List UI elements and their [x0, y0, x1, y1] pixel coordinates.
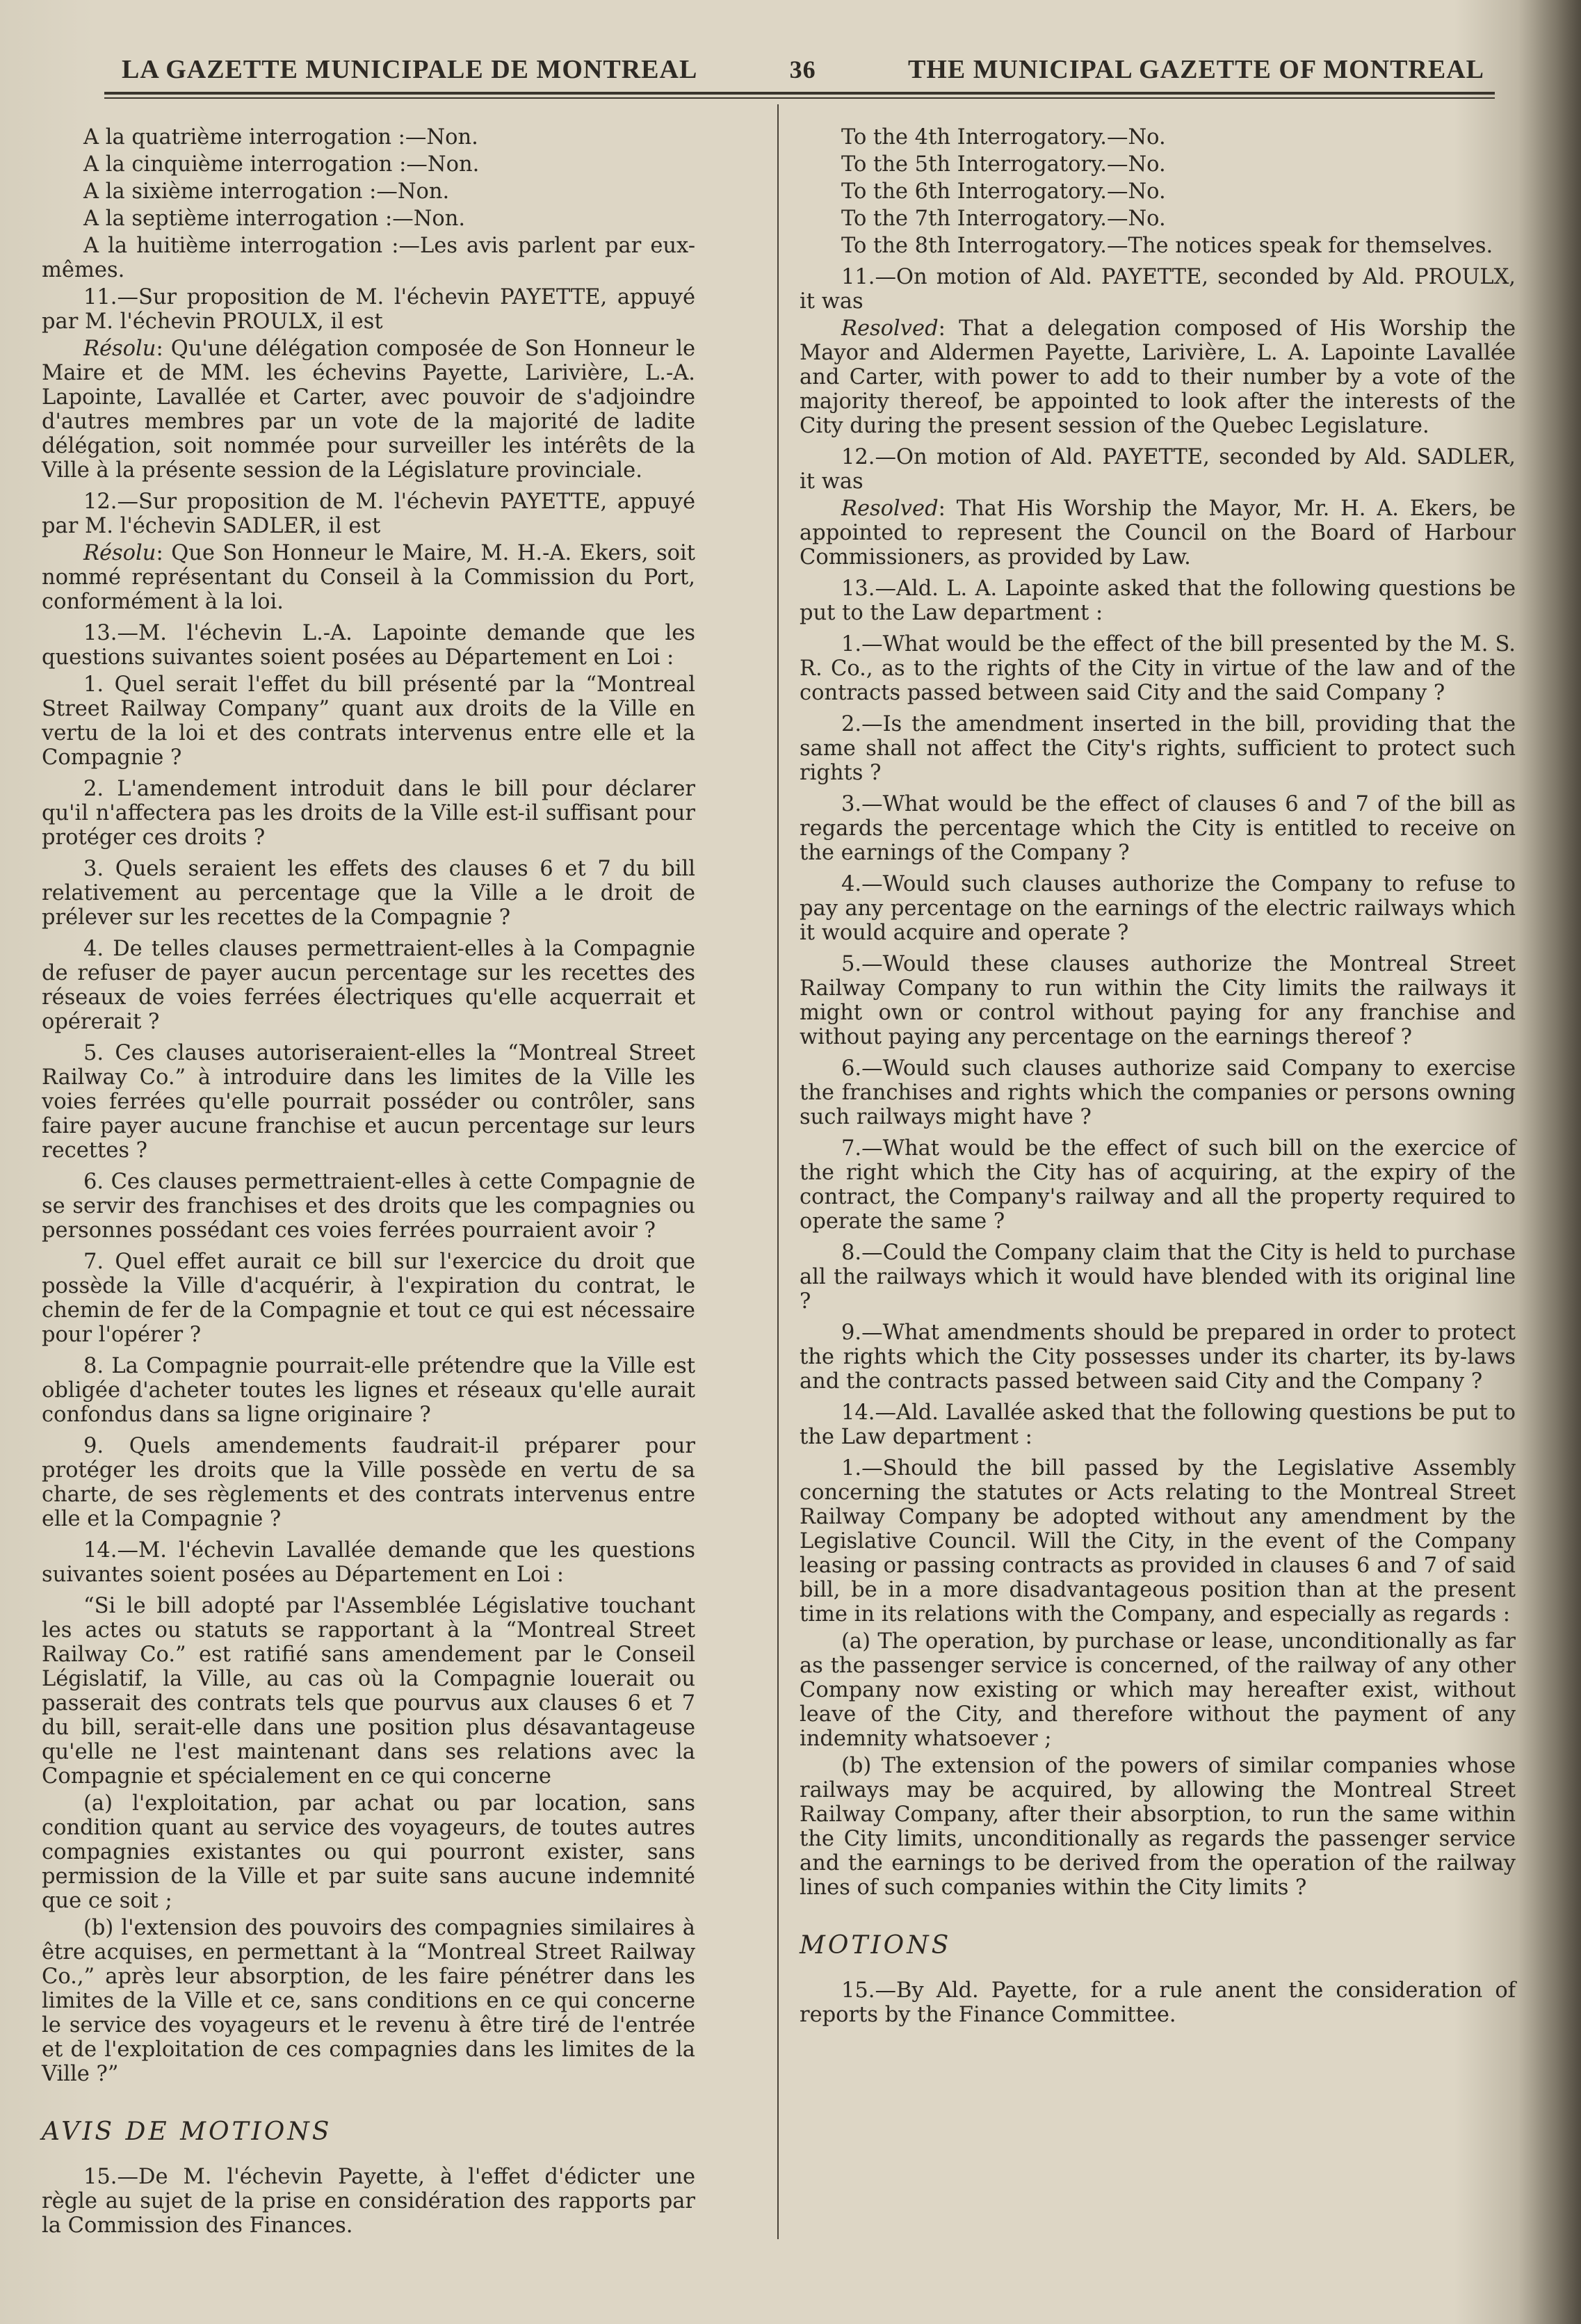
en-item-11-resolution — [800, 316, 1516, 438]
fr-item-13-q3: 3. Quels seraient les effets des clauses 6 et 7 du bill relativement au percentage que la Ville a le droit de prélever sur les recettes de la Compagnie ? — [42, 857, 695, 930]
resolved-label: Résolu — [83, 541, 156, 565]
en-item-14-b: (b) The extension of the powers of similar companies whose railways may be acquired, by allowing the Montreal Street Railway Company, after their absorption, to run the same within the City limits, unconditionally as regards the passenger service and the earnings to be derived from the operation of the railway lines of such companies within the City limits ? — [800, 1754, 1516, 1900]
fr-answer-8: A la huitième interrogation :—Les avis parlent par eux-mêmes. — [42, 234, 695, 282]
en-item-12-intro: 12.—On motion of Ald. PAYETTE, seconded by Ald. SADLER, it was — [800, 445, 1516, 494]
en-item-14-a: (a) The operation, by purchase or lease, unconditionally as far as the passenger service is concerned, of the railway of any other Company now existing or which may hereafter exist, without leave of the City, and therefore without the payment of any indemnity whatsoever ; — [800, 1629, 1516, 1751]
fr-item-13-q1: 1. Quel serait l'effet du bill présenté par la “Montreal Street Railway Company” quant aux droits de la Ville en vertu de la loi et des contrats intervenus entre elle et la Compagnie ? — [42, 672, 695, 770]
resolved-label: Résolu — [83, 337, 156, 361]
en-item-15: 15.—By Ald. Payette, for a rule anent the consideration of reports by the Finance Committee. — [800, 1978, 1516, 2027]
en-item-14-question: 1.—Should the bill passed by the Legislative Assembly concerning the statutes or Acts relating to the Montreal Street Railway Company be adopted without any amendment by the Legislative Council. Will the City, in the event of the Company leasing or passing contracts as provided in clauses 6 and 7 of said bill, be in a more disadvantageous position than at the present time in its relations with the Company, and especially as regards : — [800, 1456, 1516, 1627]
fr-item-15: 15.—De M. l'échevin Payette, à l'effet d'édicter une règle au sujet de la prise en considération des rapports par la Commission des Finances. — [42, 2165, 695, 2238]
resolution-text: : That a delegation composed of His Worship the Mayor and Aldermen Payette, Larivière, L. A. Lapointe Lavallée and Carter, with power to add to their number by a vote of the majority thereof, be appointed to look after the interests of the City during the present session of the Quebec Legislature. — [800, 316, 1516, 438]
masthead-rule — [104, 92, 1495, 95]
masthead — [122, 49, 1484, 90]
en-answer-5: To the 5th Interrogatory.—No. — [841, 152, 1166, 177]
fr-answer-6: A la sixième interrogation :—Non. — [83, 179, 450, 204]
fr-item-12-resolution — [42, 541, 695, 614]
fr-item-13-q5: 5. Ces clauses autoriseraient-elles la “Montreal Street Railway Co.” à introduire dans les limites de la Ville les voies ferrées qu'elle pourrait posséder ou contrôler, sans faire payer aucune franchise et aucun percentage sur leurs recettes ? — [42, 1041, 695, 1163]
fr-item-13-q2: 2. L'amendement introduit dans le bill pour déclarer qu'il n'affectera pas les droits de la Ville est-il suffisant pour protéger ces droits ? — [42, 777, 695, 850]
en-item-13-q6: 6.—Would such clauses authorize said Company to exercise the franchises and rights which the companies or persons owning such railways might have ? — [800, 1056, 1516, 1129]
page-number: 36 — [789, 56, 816, 83]
en-answer-7: To the 7th Interrogatory.—No. — [841, 207, 1166, 231]
fr-item-14-a: (a) l'exploitation, par achat ou par location, sans condition quant au service des voyageurs, de toutes autres compagnies existantes ou qui pourront exister, sans permission de la Ville et par suite sans aucune indemnité que ce soit ; — [42, 1791, 695, 1913]
english-column — [800, 125, 1516, 2030]
fr-motions-heading: AVIS DE MOTIONS — [42, 2117, 332, 2146]
fr-item-13-q4: 4. De telles clauses permettraient-elles à la Compagnie de refuser de payer aucun percentage sur les recettes des réseaux de voies ferrées électriques qu'elle acquerrait et opérerait ? — [42, 937, 695, 1034]
en-item-13-q7: 7.—What would be the effect of such bill on the exercice of the right which the City has of acquiring, at the expiry of the contract, the Company's railway and all the property required to operate the same ? — [800, 1136, 1516, 1234]
fr-item-14-question: “Si le bill adopté par l'Assemblée Législative touchant les actes ou statuts se rapportant à la “Montreal Street Railway Co.” est ratifié sans amendement par le Conseil Législatif, la Ville, au cas où la Compagnie louerait ou passerait des contrats tels que pourvus aux clauses 6 et 7 du bill, serait-elle dans une position plus désavantageuse qu'elle ne l'est maintenant dans ses relations avec la Compagnie et spécialement en ce qui concerne — [42, 1594, 695, 1789]
fr-item-13-q8: 8. La Compagnie pourrait-elle prétendre que la Ville est obligée d'acheter toutes les lignes et réseaux qu'elle aurait confondus dans sa ligne originaire ? — [42, 1354, 695, 1427]
fr-item-12-intro: 12.—Sur proposition de M. l'échevin PAYETTE, appuyé par M. l'échevin SADLER, il est — [42, 490, 695, 538]
fr-item-13-q6: 6. Ces clauses permettraient-elles à cette Compagnie de se servir des franchises et des droits que les compagnies ou personnes possédant ces voies ferrées pourraient avoir ? — [42, 1170, 695, 1243]
en-item-13-q2: 2.—Is the amendment inserted in the bill, providing that the same shall not affect the City's rights, sufficient to protect such rights ? — [800, 712, 1516, 785]
english-masthead-title: THE MUNICIPAL GAZETTE OF MONTREAL — [908, 55, 1484, 84]
en-answer-4: To the 4th Interrogatory.—No. — [841, 125, 1166, 150]
en-item-12-resolution — [800, 497, 1516, 570]
fr-item-13-q9: 9. Quels amendements faudrait-il préparer pour protéger les droits que la Ville possède en vertu de sa charte, de ses règlements et des contrats intervenus entre elle et la Compagnie ? — [42, 1434, 695, 1531]
binding-shadow — [1518, 0, 1581, 2324]
column-divider — [777, 104, 779, 2239]
en-item-13-q5: 5.—Would these clauses authorize the Montreal Street Railway Company to run within the City limits the railways it might own or control without paying for any franchise and without paying any percentage on the earnings thereof ? — [800, 952, 1516, 1049]
resolved-label: Resolved — [841, 497, 939, 521]
fr-answer-7: A la septième interrogation :—Non. — [83, 207, 466, 231]
en-answer-8: To the 8th Interrogatory.—The notices speak for themselves. — [841, 234, 1493, 258]
fr-item-13-q7: 7. Quel effet aurait ce bill sur l'exercice du droit que possède la Ville d'acquérir, à l'expiration du contrat, le chemin de fer de la Compagnie et tout ce qui est nécessaire pour l'opérer ? — [42, 1250, 695, 1347]
fr-item-13-intro: 13.—M. l'échevin L.-A. Lapointe demande que les questions suivantes soient posées au Département en Loi : — [42, 621, 695, 670]
fr-item-11-intro: 11.—Sur proposition de M. l'échevin PAYETTE, appuyé par M. l'échevin PROULX, il est — [42, 285, 695, 334]
resolution-text: : That His Worship the Mayor, Mr. H. A. Ekers, be appointed to represent the Council on the Board of Harbour Commissioners, as provided by Law. — [800, 497, 1516, 570]
en-item-14-intro: 14.—Ald. Lavallée asked that the following questions be put to the Law department : — [800, 1401, 1516, 1449]
en-item-13-q8: 8.—Could the Company claim that the City is held to purchase all the railways which it would have blended with its original line ? — [800, 1241, 1516, 1314]
en-item-13-q3: 3.—What would be the effect of clauses 6 and 7 of the bill as regards the percentage which the City is entitled to receive on the earnings of the Company ? — [800, 792, 1516, 865]
en-item-13-intro: 13.—Ald. L. A. Lapointe asked that the following questions be put to the Law department : — [800, 576, 1516, 625]
fr-item-11-resolution — [42, 337, 695, 483]
en-item-13-q1: 1.—What would be the effect of the bill presented by the M. S. R. Co., as to the rights of the City in virtue of the law and of the contracts passed between said City and the said Company ? — [800, 632, 1516, 705]
en-answer-6: To the 6th Interrogatory.—No. — [841, 179, 1166, 204]
french-column — [42, 125, 695, 2241]
resolution-text: : Qu'une délégation composée de Son Honneur le Maire et de MM. les échevins Payette, Larivière, L.-A. Lapointe, Lavallée et Carter, avec pouvoir de s'adjoindre d'autres membres par un vote de la majorité de ladite délégation, soit nommée pour surveiller les intérêts de la Ville à la présente session de la Législature provinciale. — [42, 337, 695, 483]
en-item-11-intro: 11.—On motion of Ald. PAYETTE, seconded by Ald. PROULX, it was — [800, 265, 1516, 314]
en-item-13-q9: 9.—What amendments should be prepared in order to protect the rights which the City possesses under its charter, its by-laws and the contracts passed between said City and the Company ? — [800, 1321, 1516, 1394]
masthead-rule-thin — [104, 97, 1495, 99]
resolution-text: : Que Son Honneur le Maire, M. H.-A. Ekers, soit nommé représentant du Conseil à la Commission du Port, conformément à la loi. — [42, 541, 695, 614]
french-masthead-title: LA GAZETTE MUNICIPALE DE MONTREAL — [122, 55, 698, 84]
en-motions-heading: MOTIONS — [800, 1931, 952, 1960]
fr-answer-4: A la quatrième interrogation :—Non. — [83, 125, 478, 150]
fr-item-14-intro: 14.—M. l'échevin Lavallée demande que les questions suivantes soient posées au Département en Loi : — [42, 1538, 695, 1587]
resolved-label: Resolved — [841, 316, 939, 341]
fr-answer-5: A la cinquième interrogation :—Non. — [83, 152, 480, 177]
fr-item-14-b: (b) l'extension des pouvoirs des compagnies similaires à être acquises, en permettant à la “Montreal Street Railway Co.,” après leur absorption, de les faire pénétrer dans les limites de la Ville et ce, sans conditions en ce qui concerne le service des voyageurs et le revenu à être tiré de l'entrée et de l'exploitation de ces compagnies dans les limites de la Ville ?” — [42, 1916, 695, 2086]
en-item-13-q4: 4.—Would such clauses authorize the Company to refuse to pay any percentage on the earnings of the electric railways which it would acquire and operate ? — [800, 872, 1516, 945]
